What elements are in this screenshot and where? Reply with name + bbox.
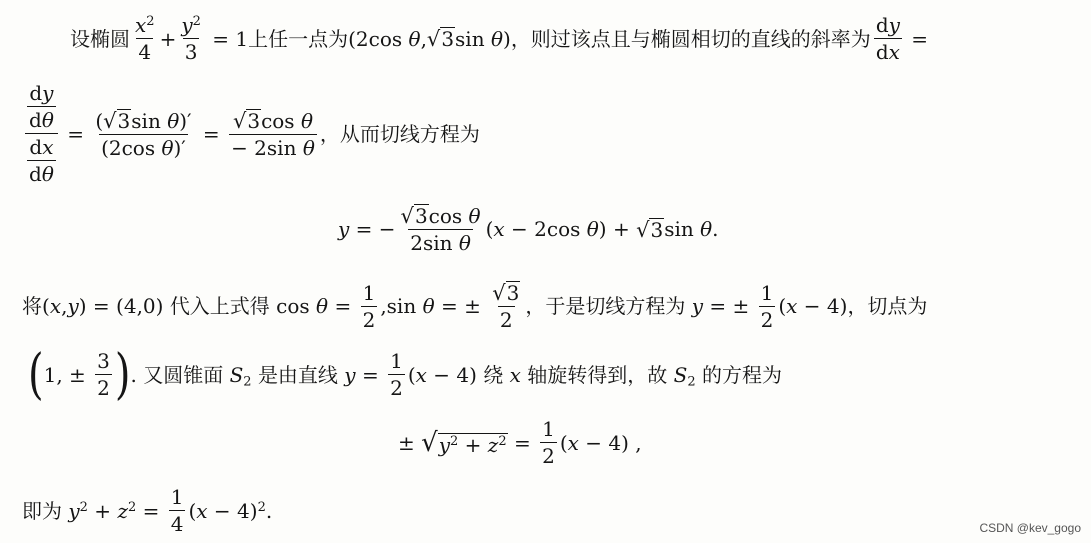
equation-line-5: ( 1, ± $\frac{3}{2}$ ) . 又圆锥面 $S_2$ 是由直线 y = $\frac{1}{2}$ (x − 4) 绕 x 轴旋转得到，故 $S_2$ 的方程为 — [28, 343, 782, 406]
watermark: CSDN @kev_gogo — [979, 521, 1081, 535]
equation-line-7: 即为 $y^2 + z^2$ = $\frac{1}{4}$ $(x - 4)^2$. — [22, 485, 273, 536]
text-fragment: . 又圆锥面 — [130, 362, 224, 387]
text-fragment: 将 — [22, 294, 42, 318]
equation-line-3: y = − √ 3 cos θ 2sin θ (x − 2cos θ) + √ 3 sin θ. — [338, 204, 719, 255]
text-fragment: 轴旋转得到，故 — [527, 362, 668, 387]
text-fragment: 上任一点为 — [248, 26, 349, 51]
equation-line-4: 将 (x,y) = (4,0) 代入上式得 cos θ = $\frac{1}{2}$ ,sin θ = ± √ 3 2 ，于是切线方程为 y = ± $\frac{1}{2}$ (x − 4) ，切点为 — [22, 280, 928, 332]
text-fragment: ，从而切线方程为 — [319, 121, 480, 146]
text-fragment: 即为 — [22, 498, 62, 523]
text-fragment: 是由直线 — [257, 362, 338, 387]
equation-line-2: $\frac{\frac{dy}{d\theta}}{\frac{dx}{d\theta}}$ = ( √ 3 sin θ)′ (2cos θ)′ = √ 3 cos θ − 2sin θ ，从而切线方程为 — [22, 82, 480, 185]
text-fragment: 代入上式得 — [169, 294, 270, 318]
equation-line-1: 设椭圆 $\frac{x^2}{4}$ + $\frac{y^2}{3}$ = 1 上任一点为 (2cos θ, √ 3 sin θ) ，则过该点且与椭圆相切的直线的斜率为 $\frac{dy}{dx}$ = — [70, 13, 929, 64]
text-fragment: 设椭圆 — [70, 26, 130, 51]
text-fragment: ，于是切线方程为 — [525, 294, 686, 318]
equation-line-6: ± √ $y^2 + z^2$ = $\frac{1}{2}$ (x − 4) , — [398, 417, 642, 468]
text-fragment: 绕 — [483, 362, 504, 387]
text-fragment: ，切点为 — [847, 294, 928, 318]
text-fragment: ，则过该点且与椭圆相切的直线的斜率为 — [510, 26, 871, 51]
text-fragment: 的方程为 — [701, 362, 782, 387]
